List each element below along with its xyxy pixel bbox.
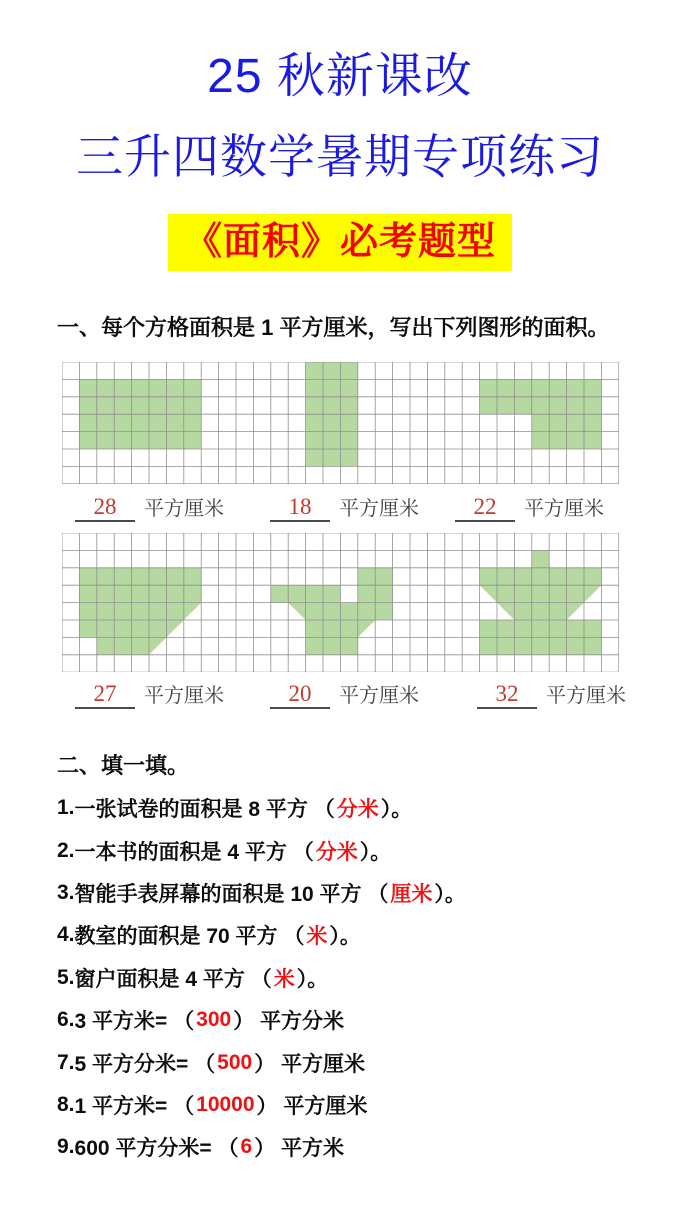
item-answer: 米 [306, 925, 328, 949]
item-number: 3. [57, 880, 75, 904]
answer-group [75, 681, 224, 709]
item-number: 4. [57, 923, 75, 947]
item-text: 窗户面积是 4 平方 （ [74, 967, 272, 991]
section2-heading: 二、填一填。 [57, 753, 190, 778]
fill-in-item-2 [57, 829, 657, 871]
answer-unit: 平方厘米 [546, 685, 626, 707]
fill-in-list [57, 787, 657, 1169]
item-answer: 分米 [336, 798, 379, 822]
trapezoid-shape [79, 568, 201, 655]
answer-value: 18 [270, 494, 330, 522]
item-number: 7. [57, 1050, 75, 1074]
item-answer: 米 [273, 967, 295, 991]
fill-in-item-8 [57, 1084, 657, 1126]
answer-group [75, 494, 224, 522]
answer-unit: 平方厘米 [144, 498, 224, 520]
section1-heading: 一、每个方格面积是 1 平方厘米，写出下列图形的面积。 [57, 315, 610, 340]
item-text: 5 平方分米= （ [74, 1052, 216, 1076]
item-text: ）。 [329, 925, 361, 949]
grid-band-2 [62, 533, 619, 672]
item-number: 5. [57, 965, 75, 989]
grid-figure-svg [62, 533, 619, 672]
answer-value: 20 [270, 681, 330, 709]
answer-group [455, 494, 604, 522]
item-number: 9. [57, 1135, 75, 1159]
banner-row [0, 214, 680, 271]
fill-in-item-1 [57, 787, 657, 829]
item-text: 一张试卷的面积是 8 平方 （ [74, 798, 335, 822]
item-number: 2. [57, 838, 75, 862]
answer-group [477, 681, 626, 709]
fill-in-item-4 [57, 914, 657, 956]
answer-row-2 [0, 681, 680, 713]
item-number: 1. [57, 796, 75, 820]
item-answer: 6 [240, 1135, 253, 1159]
fill-in-item-6 [57, 999, 657, 1041]
topic-banner: 《面积》必考题型 [168, 214, 512, 271]
notched-shape [271, 568, 393, 655]
fill-in-item-3 [57, 872, 657, 914]
answer-value: 28 [75, 494, 135, 522]
item-text: ） 平方米 [254, 1137, 345, 1161]
item-text: ） 平方厘米 [256, 1094, 368, 1118]
item-answer: 500 [217, 1050, 253, 1074]
answer-group [270, 681, 419, 709]
item-text: ）。 [434, 882, 466, 906]
item-text: ）。 [380, 798, 413, 822]
answer-unit: 平方厘米 [524, 498, 604, 520]
answer-value: 22 [455, 494, 515, 522]
item-text: ） 平方厘米 [254, 1052, 366, 1076]
fill-in-item-9 [57, 1126, 657, 1168]
item-text: 1 平方米= （ [74, 1094, 195, 1118]
answer-value: 32 [477, 681, 537, 709]
item-number: 8. [57, 1092, 75, 1116]
grid-figure-svg [62, 362, 619, 484]
main-title: 25 秋新课改 [207, 50, 473, 103]
answer-unit: 平方厘米 [144, 685, 224, 707]
answer-row-1 [0, 494, 680, 526]
answer-group [270, 494, 419, 522]
item-text: 教室的面积是 70 平方 （ [74, 925, 305, 949]
item-text: 一本书的面积是 4 平方 （ [74, 840, 314, 864]
subtitle: 三升四数学暑期专项练习 [76, 130, 604, 183]
item-answer: 厘米 [390, 882, 433, 906]
answer-value: 27 [75, 681, 135, 709]
item-answer: 300 [196, 1008, 232, 1032]
answer-unit: 平方厘米 [339, 685, 419, 707]
item-text: ） 平方分米 [233, 1010, 345, 1034]
item-text: ）。 [359, 840, 392, 864]
item-text: 3 平方米= （ [74, 1010, 195, 1034]
item-text: ）。 [296, 967, 329, 991]
grid-band-1 [62, 362, 619, 484]
item-text: 600 平方分米= （ [74, 1137, 239, 1161]
fill-in-item-7 [57, 1041, 657, 1083]
item-answer: 分米 [315, 840, 358, 864]
item-number: 6. [57, 1008, 75, 1032]
fill-in-item-5 [57, 957, 657, 999]
item-text: 智能手表屏幕的面积是 10 平方 （ [74, 882, 389, 906]
item-answer: 10000 [196, 1092, 255, 1116]
answer-unit: 平方厘米 [339, 498, 419, 520]
